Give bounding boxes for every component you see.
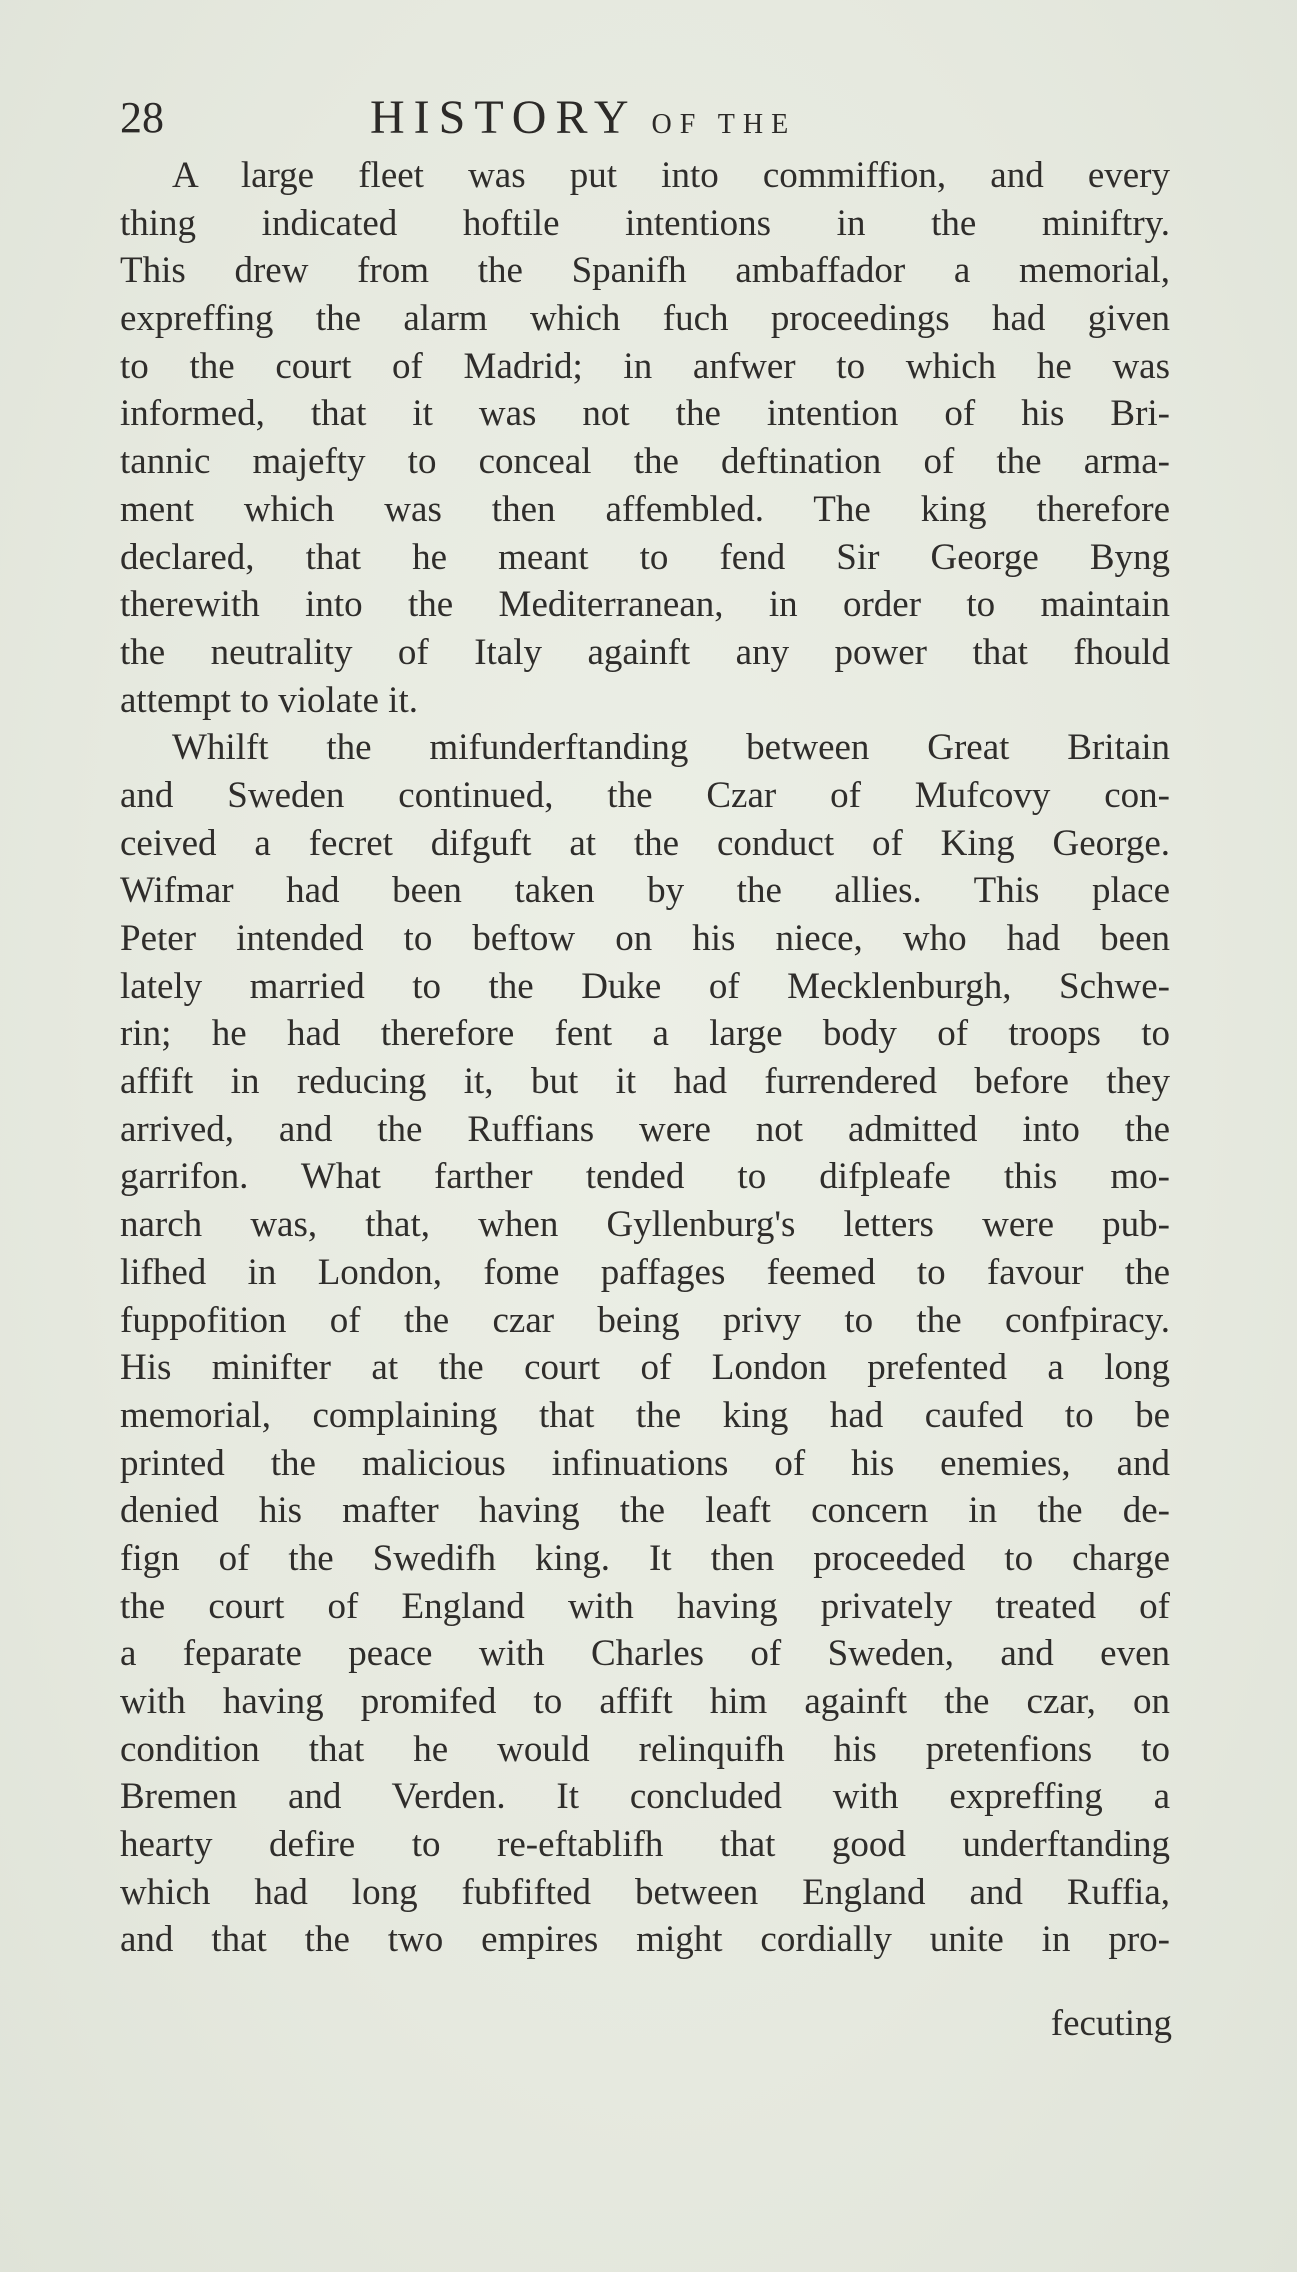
running-title-main: HISTORY bbox=[370, 91, 638, 144]
text-line: This drew from the Spanifh ambaffador a memorial, bbox=[120, 250, 1170, 292]
text-line: hearty defire to re-eftablifh that good underftanding bbox=[120, 1824, 1170, 1866]
text-line: fign of the Swedifh king. It then proceeded to charge bbox=[120, 1537, 1170, 1579]
text-line: A large fleet was put into commiffion, and every bbox=[172, 155, 1170, 196]
text-line: memorial, complaining that the king had caufed to be bbox=[120, 1394, 1170, 1436]
text-line: Bremen and Verden. It concluded with expreffing a bbox=[120, 1776, 1170, 1818]
text-line: to the court of Madrid; in anfwer to which he was bbox=[120, 345, 1170, 387]
text-line: ceived a fecret difguft at the conduct of King George. bbox=[120, 822, 1170, 864]
text-line: His minifter at the court of London prefented a long bbox=[120, 1347, 1170, 1389]
text-line: which had long fubfifted between England and Ruffia, bbox=[120, 1871, 1170, 1913]
running-title bbox=[370, 90, 796, 153]
text-line: lifhed in London, fome paffages feemed to favour the bbox=[120, 1251, 1170, 1293]
text-line: Peter intended to beftow on his niece, who had been bbox=[120, 918, 1170, 959]
page-number: 28 bbox=[120, 93, 164, 142]
body-text bbox=[120, 152, 1170, 1964]
text-line: a feparate peace with Charles of Sweden, and even bbox=[120, 1633, 1170, 1675]
catchword: fecuting bbox=[1050, 2003, 1172, 2044]
text-line: printed the malicious infinuations of his enemies, and bbox=[120, 1442, 1170, 1484]
paragraph-1 bbox=[120, 152, 1170, 724]
text-line: and that the two empires might cordially unite in pro- bbox=[120, 1919, 1170, 1961]
text-line: ment which was then affembled. The king therefore bbox=[120, 488, 1170, 530]
text-line: attempt to violate it. bbox=[120, 679, 418, 721]
text-line: garrifon. What farther tended to difpleafe this mo- bbox=[120, 1156, 1170, 1198]
text-line: fuppofition of the czar being privy to the confpiracy. bbox=[120, 1299, 1170, 1341]
text-line: condition that he would relinquifh his pretenfions to bbox=[120, 1728, 1170, 1770]
text-line: with having promifed to affift him againft the czar, on bbox=[120, 1681, 1170, 1722]
text-line: rin; he had therefore fent a large body of troops to bbox=[120, 1013, 1170, 1055]
text-line: thing indicated hoftile intentions in the miniftry. bbox=[120, 202, 1170, 244]
running-title-small: OF THE bbox=[651, 109, 797, 140]
text-line: arrived, and the Ruffians were not admitted into the bbox=[120, 1108, 1170, 1150]
text-line: the neutrality of Italy againft any power that fhould bbox=[120, 631, 1170, 673]
text-line: lately married to the Duke of Mecklenburgh, Schwe- bbox=[120, 965, 1170, 1007]
text-line: declared, that he meant to fend Sir George Byng bbox=[120, 536, 1170, 578]
running-header bbox=[120, 90, 1180, 146]
text-line: informed, that it was not the intention of his Bri- bbox=[120, 393, 1170, 435]
text-line: affift in reducing it, but it had furrendered before they bbox=[120, 1061, 1170, 1103]
text-line: narch was, that, when Gyllenburg's letters were pub- bbox=[120, 1204, 1170, 1246]
text-line: the court of England with having privately treated of bbox=[120, 1585, 1170, 1627]
text-line: tannic majefty to conceal the deftination of the arma- bbox=[120, 441, 1170, 483]
text-line: Whilft the mifunderftanding between Great Britain bbox=[172, 727, 1170, 769]
text-line: and Sweden continued, the Czar of Mufcovy con- bbox=[120, 774, 1170, 816]
text-line: denied his mafter having the leaft concern in the de- bbox=[120, 1490, 1170, 1532]
text-line: therewith into the Mediterranean, in order to maintain bbox=[120, 584, 1170, 626]
text-line: Wifmar had been taken by the allies. This place bbox=[120, 870, 1170, 912]
paragraph-2 bbox=[120, 724, 1170, 1964]
text-line: expreffing the alarm which fuch proceedings had given bbox=[120, 298, 1170, 340]
